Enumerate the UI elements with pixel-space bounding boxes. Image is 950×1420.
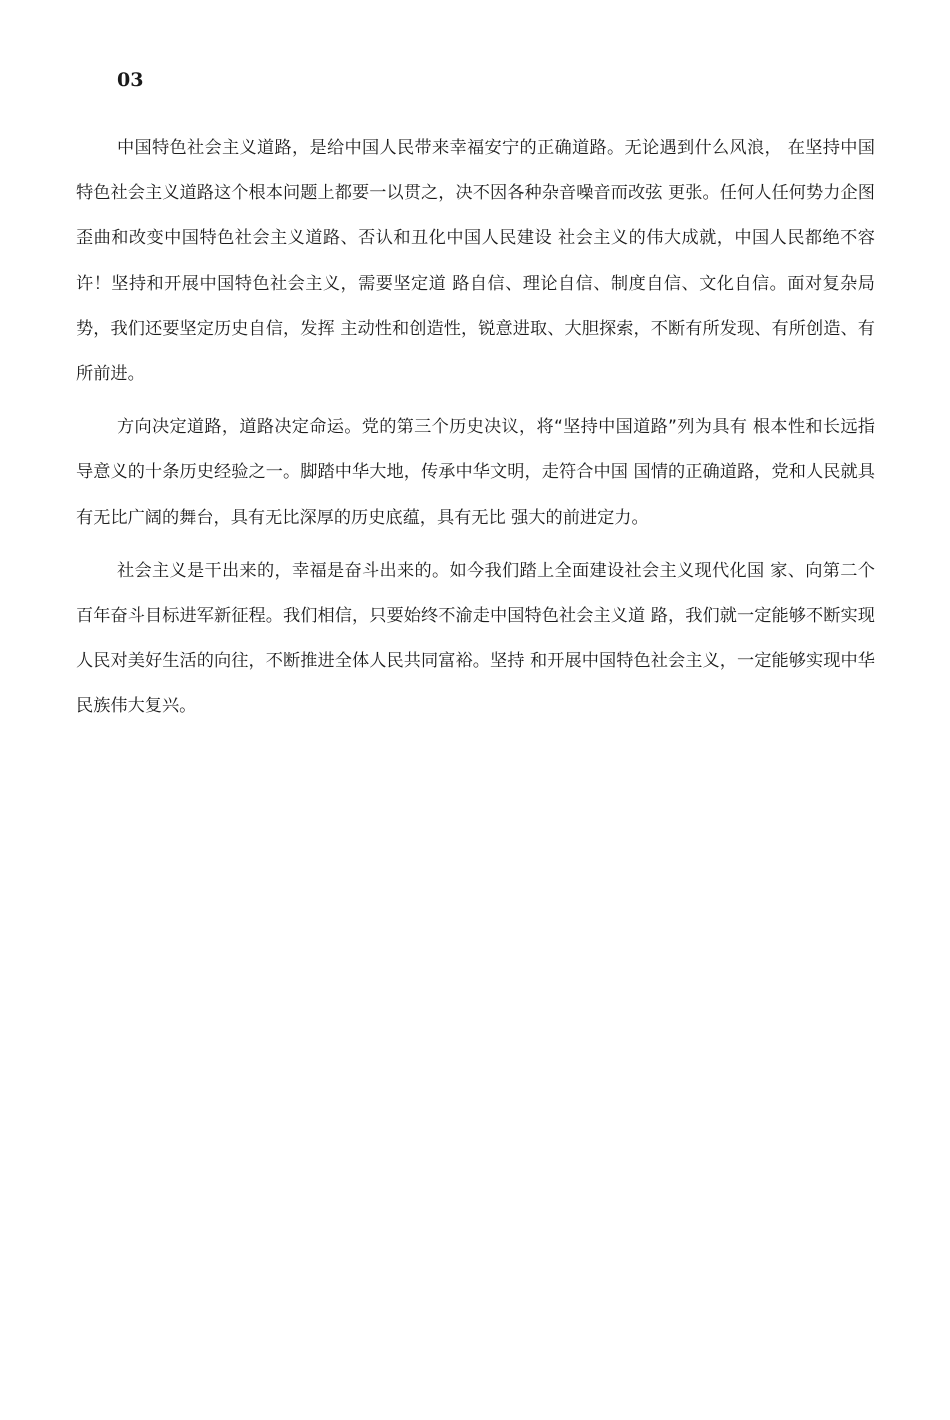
paragraph-1: 中国特色社会主义道路，是给中国人民带来幸福安宁的正确道路。无论遇到什么风浪， 在坚持中国特色社会主义道路这个根本问题上都要一以贯之，决不因各种杂音噪音而改弦 更张。任何人任何势力企图歪曲和改变中国特色社会主义道路、否认和丑化中国人民建设 社会主义的伟大成就，中国人民都绝不容许！坚持和开展中国特色社会主义，需要坚定道 路自信、理论自信、制度自信、文化自信。面对复杂局势，我们还要坚定历史自信，发挥 主动性和创造性，锐意进取、大胆探索，不断有所发现、有所创造、有所前进。 [76,138,875,385]
paragraph-3: 社会主义是干出来的，幸福是奋斗出来的。如今我们踏上全面建设社会主义现代化国 家、向第二个百年奋斗目标进军新征程。我们相信，只要始终不渝走中国特色社会主义道 路，我们就一定能够不断实现人民对美好生活的向往，不断推进全体人民共同富裕。坚持 和开展中国特色社会主义，一定能够实现中华民族伟大复兴。 [76,560,875,717]
section-number: 03 [117,69,144,91]
article-body [76,126,875,738]
paragraph-2: 方向决定道路，道路决定命运。党的第三个历史决议，将“坚持中国道路”列为具有 根本性和长远指导意义的十条历史经验之一。脚踏中华大地，传承中华文明，走符合中国 国情的正确道路，党和人民就具有无比广阔的舞台，具有无比深厚的历史底蕴，具有无比 强大的前进定力。 [76,417,875,528]
